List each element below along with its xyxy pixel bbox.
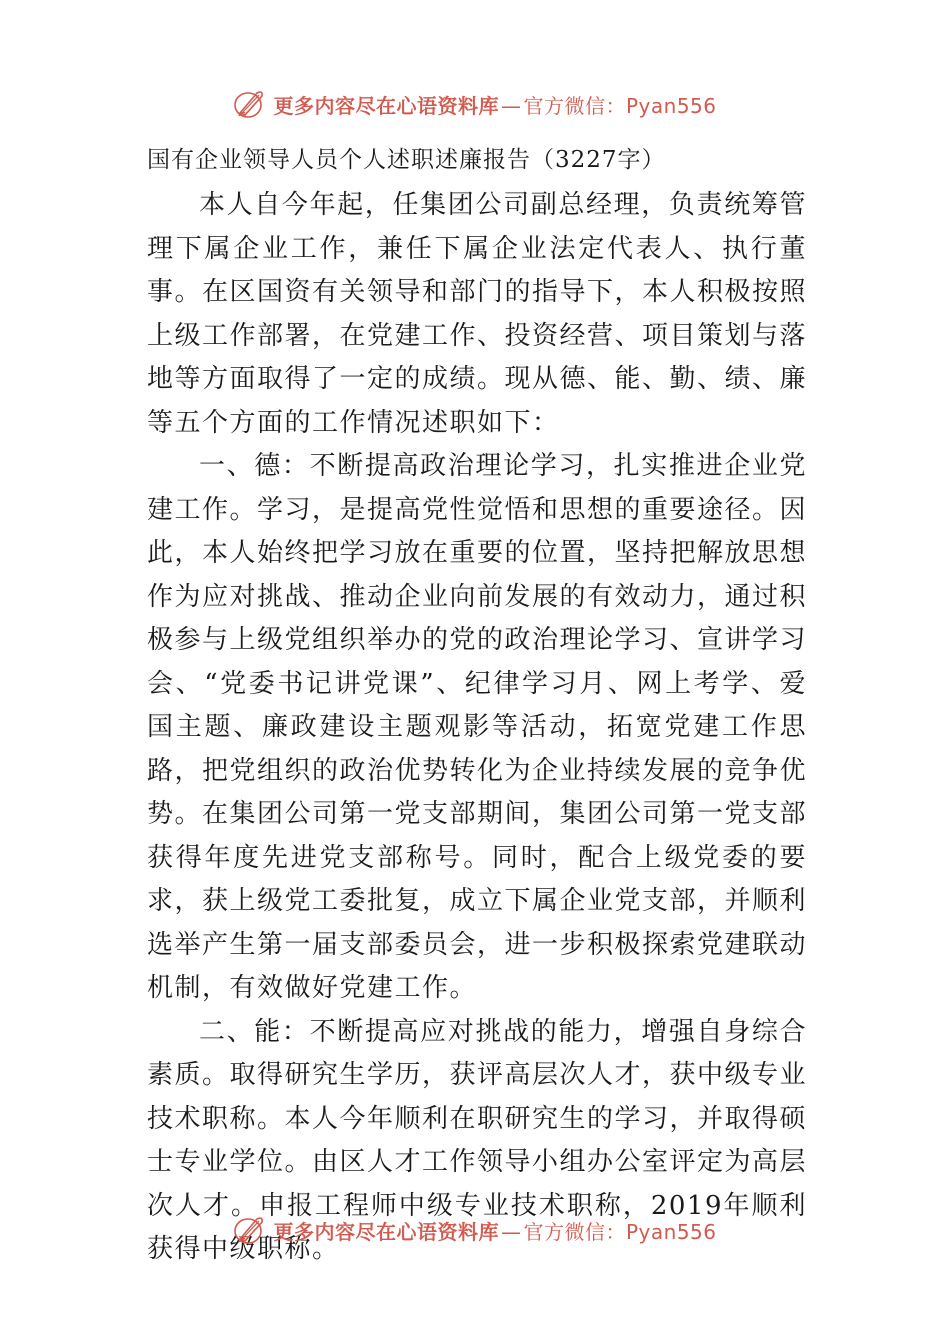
watermark-suffix-text: 官方微信： <box>523 1219 626 1244</box>
watermark-suffix-text: 官方微信： <box>523 93 626 118</box>
document-title: 国有企业领导人员个人述职述廉报告（3227字） <box>147 147 666 173</box>
paragraph-de: 一、德：不断提高政治理论学习，扎实推进企业党建工作。学习，是提高党性觉悟和思想的重要途径。因此，本人始终把学习放在重要的位置，坚持把解放思想作为应对挑战、推动企业向前发展的有效动力，通过积极参与上级党组织举办的党的政治理论学习、宣讲学习会、“党委书记讲党课”、纪律学习月、网上考学、爱国主题、廉政建设主题观影等活动，拓宽党建工作思路，把党组织的政治优势转化为企业持续发展的竞争优势。在集团公司第一党支部期间，集团公司第一党支部获得年度先进党支部称号。同时，配合上级党委的要求，获上级党工委批复，成立下属企业党支部，并顺利选举产生第一届支部委员会，进一步积极探索党建联动机制，有效做好党建工作。 <box>147 451 808 1003</box>
watermark-wechat-id: Pyan556 <box>625 1219 717 1244</box>
watermark-dash: — <box>500 93 522 118</box>
watermark-text <box>273 1216 716 1245</box>
watermark-main-text: 更多内容尽在心语资料库 <box>273 93 499 118</box>
quill-logo-icon <box>233 1213 267 1247</box>
watermark-main-text: 更多内容尽在心语资料库 <box>273 1219 499 1244</box>
paragraph-neng: 二、能：不断提高应对挑战的能力，增强自身综合素质。取得研究生学历，获评高层次人才，获中级专业技术职称。本人今年顺利在职研究生的学习，并取得硕士专业学位。由区人才工作领导小组办公室评定为高层次人才。申报工程师中级专业技术职称，2019年顺利获得中级职称。 <box>147 1016 808 1264</box>
watermark-wechat-id: Pyan556 <box>625 93 717 118</box>
paragraph-intro: 本人自今年起，任集团公司副总经理，负责统筹管理下属企业工作，兼任下属企业法定代表人、执行董事。在区国资有关领导和部门的指导下，本人积极按照上级工作部署，在党建工作、投资经营、项目策划与落地等方面取得了一定的成绩。现从德、能、勤、绩、廉等五个方面的工作情况述职如下： <box>147 190 808 438</box>
document-body <box>147 184 807 1272</box>
header-watermark <box>0 84 950 124</box>
footer-watermark <box>0 1210 950 1250</box>
watermark-dash: — <box>500 1219 522 1244</box>
watermark-text <box>273 90 716 119</box>
quill-logo-icon <box>233 87 267 121</box>
